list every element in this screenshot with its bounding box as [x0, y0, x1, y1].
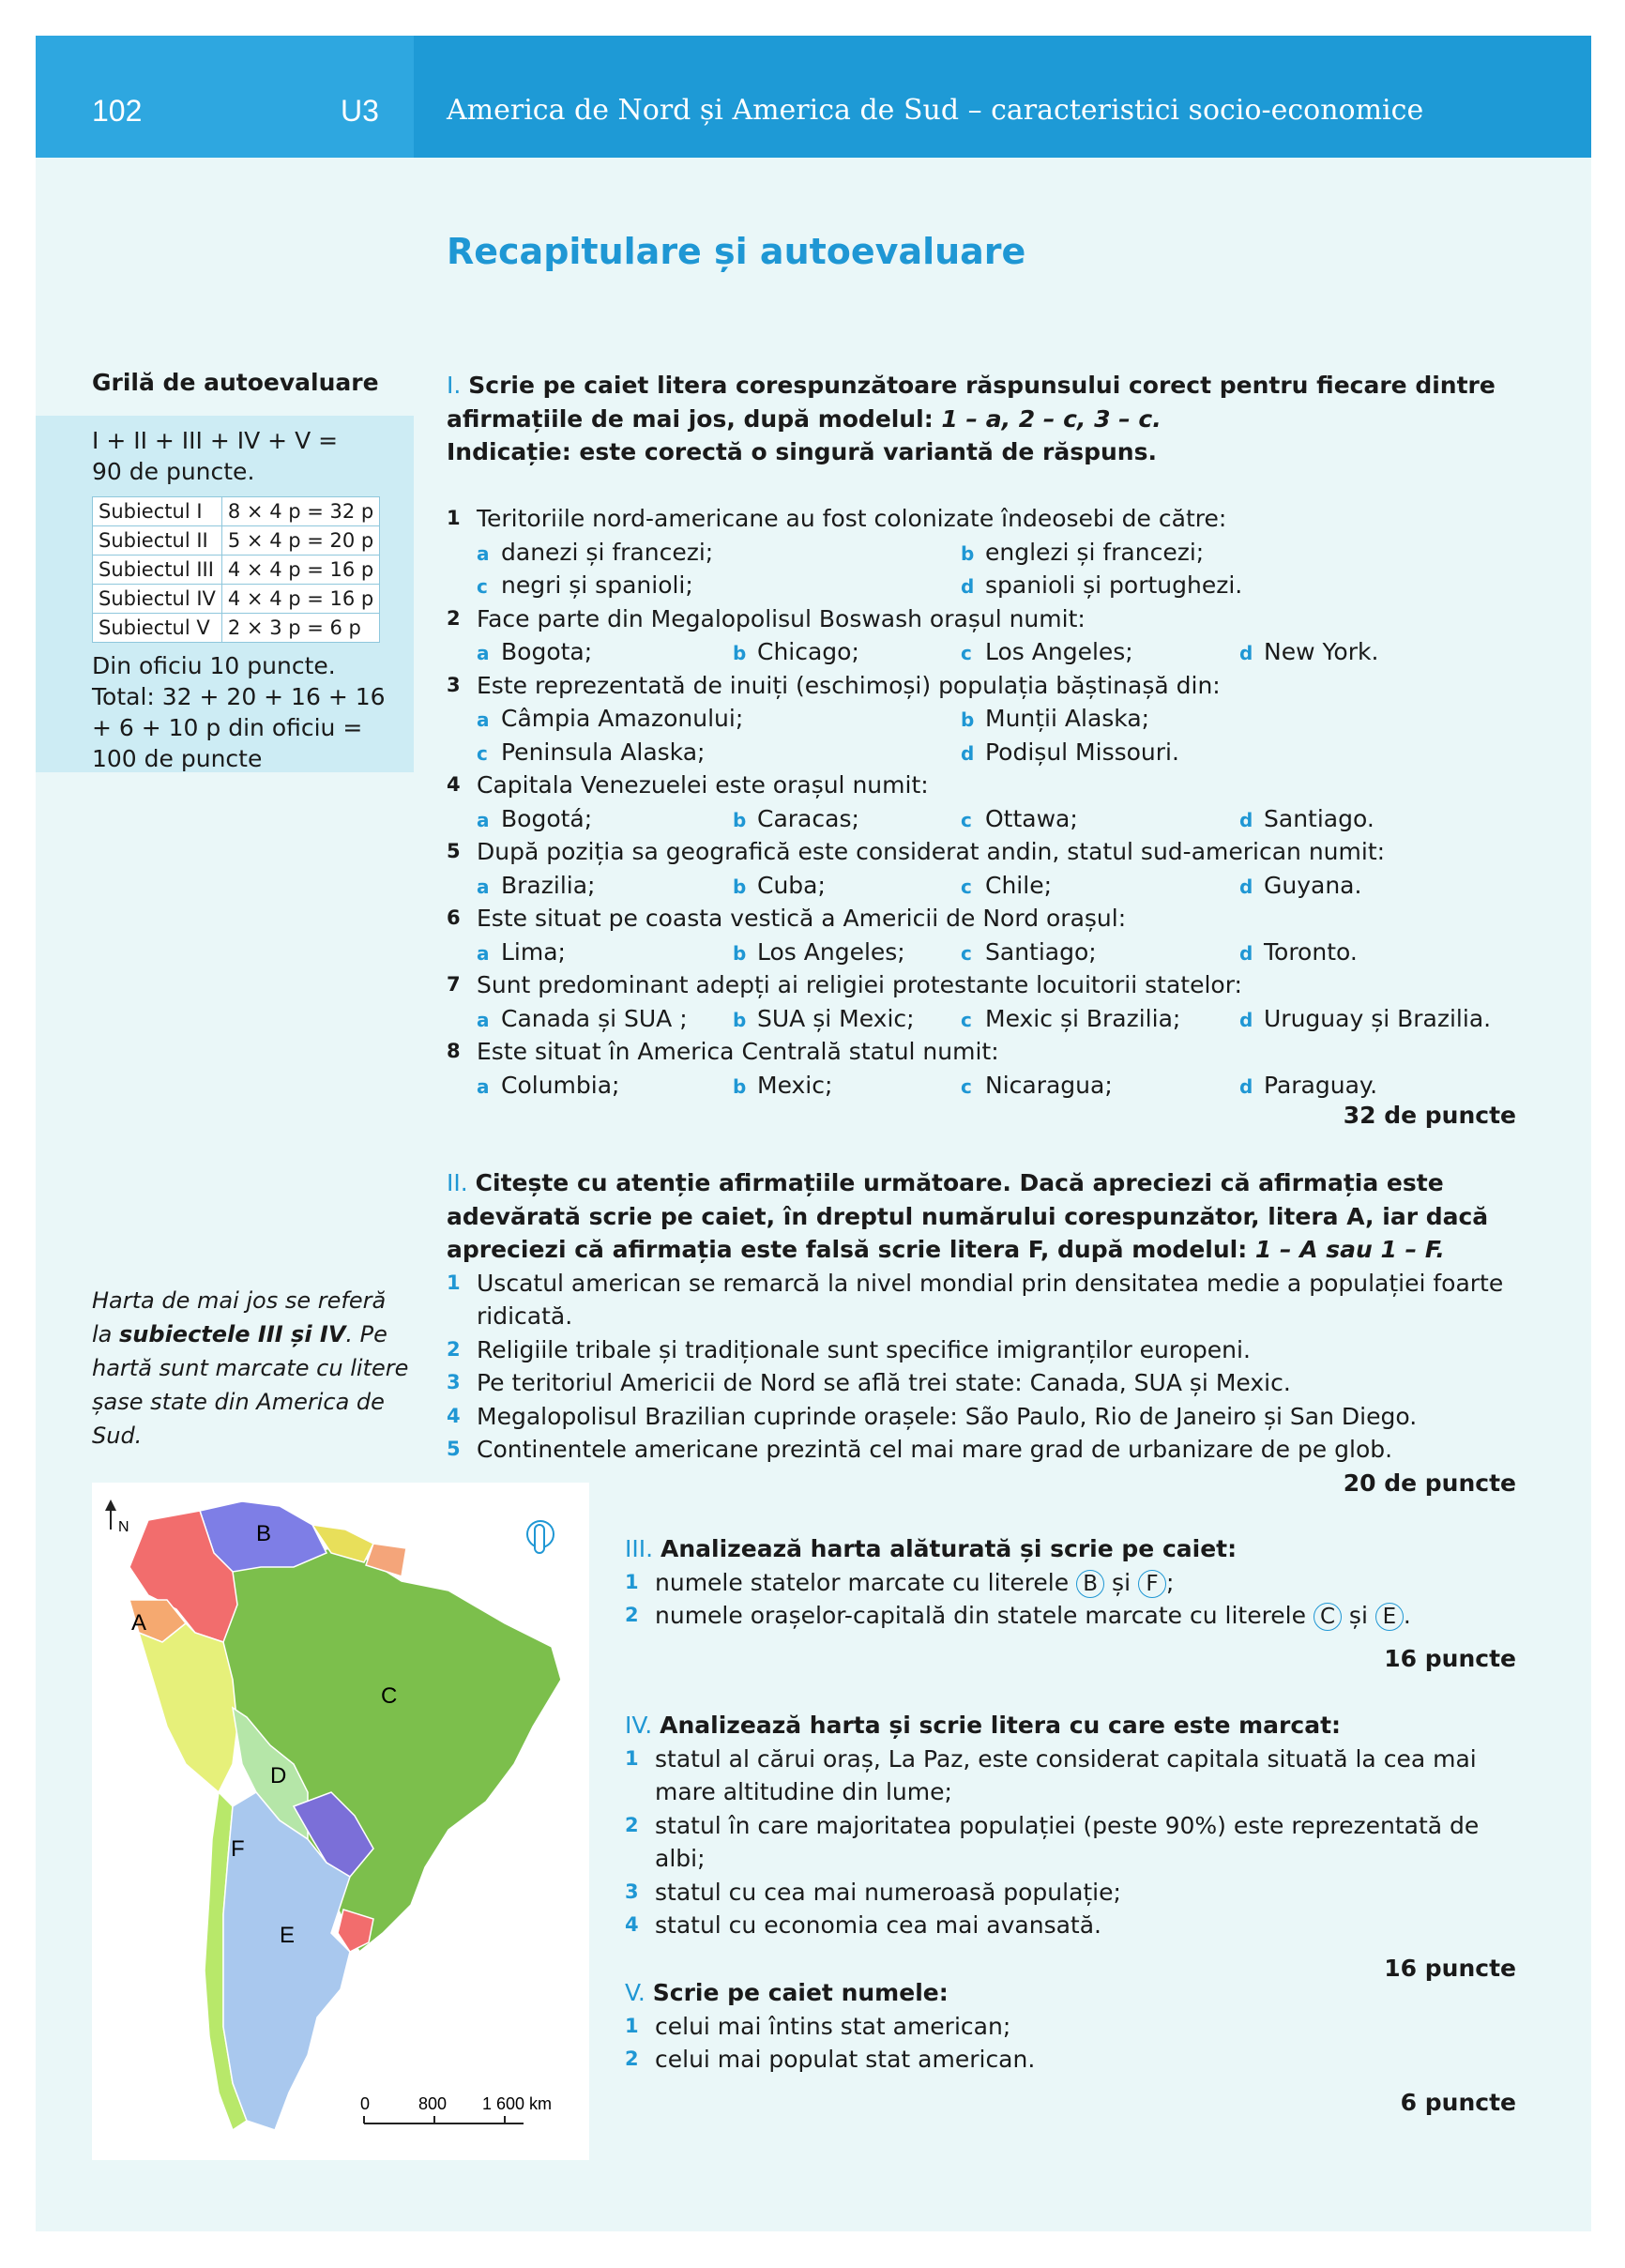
item-number: 1 — [625, 2014, 639, 2037]
answer-option — [477, 536, 713, 571]
answer-option — [733, 936, 905, 971]
option-letter: d — [1239, 1008, 1253, 1031]
option-letter: c — [961, 875, 972, 898]
section-1-questions — [447, 502, 1516, 1102]
question-text: Este reprezentată de inuiți (eschimoși) populația băștinașă din: — [477, 671, 1221, 699]
option-letter: b — [733, 875, 747, 898]
list-item — [625, 1909, 1516, 1942]
list-item — [447, 1333, 1516, 1367]
grid-heading: Grilă de autoevaluare — [92, 369, 379, 396]
section-5-points: 6 puncte — [1400, 2088, 1516, 2116]
option-text: Bogota; — [501, 638, 593, 665]
page-number: 102 — [92, 94, 143, 128]
option-text: Câmpia Amazonului; — [501, 705, 744, 732]
answer-option — [477, 635, 592, 671]
section-3-points: 16 puncte — [1384, 1644, 1516, 1672]
item-text: statul cu economia cea mai avansată. — [655, 1911, 1102, 1939]
answer-option — [477, 802, 592, 838]
grading-grid — [36, 416, 414, 772]
answer-option — [1239, 802, 1374, 838]
section-4 — [625, 1709, 1516, 1985]
section-2 — [447, 1166, 1516, 1499]
question-number: 3 — [447, 673, 461, 696]
list-item — [447, 1267, 1516, 1333]
option-letter: a — [477, 541, 490, 565]
option-letter: d — [1239, 642, 1253, 664]
question-number: 1 — [447, 507, 461, 529]
answer-option — [1239, 635, 1378, 671]
answer-option — [961, 802, 1078, 838]
options-row — [447, 1069, 1516, 1103]
option-letter: b — [961, 541, 975, 565]
section-2-instructions — [447, 1166, 1516, 1267]
page-title: Recapitulare și autoevaluare — [447, 231, 1026, 272]
option-text: Caracas; — [757, 804, 859, 832]
option-letter: c — [961, 941, 972, 965]
option-text: englezi și francezi; — [985, 538, 1205, 566]
instruction-text: Analizează harta alăturată și scrie pe caiet: — [661, 1535, 1238, 1562]
option-letter: c — [961, 1008, 972, 1031]
table-cell: Subiectul III — [93, 556, 222, 585]
south-america-map — [92, 1483, 589, 2160]
option-text: Santiago; — [985, 937, 1097, 966]
list-item — [447, 1366, 1516, 1400]
item-number: 5 — [447, 1438, 461, 1460]
question-item — [447, 602, 1516, 636]
table-cell: 5 × 4 p = 20 p — [221, 526, 379, 556]
option-text: Chile; — [985, 871, 1052, 899]
table-cell: Subiectul II — [93, 526, 222, 556]
option-text: Columbia; — [501, 1071, 620, 1099]
item-number: 2 — [447, 1337, 461, 1361]
question-text: După poziția sa geografică este considerat andin, statul sud-american numit: — [477, 838, 1386, 865]
options-row — [447, 869, 1516, 903]
option-text: New York. — [1264, 638, 1379, 665]
option-letter: a — [477, 1008, 490, 1031]
section-5-items — [625, 2010, 1516, 2077]
option-letter: c — [477, 575, 488, 598]
question-item — [447, 669, 1516, 703]
map-label-e: E — [280, 1923, 296, 1948]
answer-option — [477, 736, 705, 771]
answer-option — [1239, 1002, 1491, 1038]
item-text: numele orașelor-capitală din statele marcate cu literele — [655, 1602, 1307, 1629]
item-number: 1 — [447, 1271, 461, 1294]
chapter-title: America de Nord și America de Sud – caracteristici socio-economice — [447, 94, 1424, 127]
list-item — [625, 1599, 1516, 1633]
instruction-text: Scrie pe caiet litera corespunzătoare răspunsului corect pentru fiecare dintre afirmațiile de mai jos, după modelul: — [447, 372, 1496, 433]
total-line: Total: 32 + 20 + 16 + 16 — [92, 683, 386, 710]
formula-line: I + II + III + IV + V = — [92, 427, 339, 454]
answer-option — [477, 936, 566, 971]
option-text: Mexic și Brazilia; — [985, 1004, 1181, 1032]
options-row — [447, 702, 1516, 736]
answer-option — [733, 869, 826, 905]
model-text: 1 – A sau 1 – F. — [1254, 1236, 1445, 1263]
section-number: IV. — [625, 1712, 653, 1739]
table-row — [93, 585, 380, 614]
page-header — [36, 36, 1591, 158]
answer-option — [961, 936, 1097, 971]
item-text: statul în care majoritatea populației (peste 90%) este reprezentată de albi; — [655, 1811, 1480, 1872]
question-text: Teritoriile nord-americane au fost colonizate îndeosebi de către: — [477, 505, 1227, 532]
item-text: Megalopolisul Brazilian cuprinde orașele: São Paulo, Rio de Janeiro și San Diego. — [477, 1402, 1418, 1430]
item-text: . — [1403, 1602, 1411, 1629]
answer-option — [477, 1002, 688, 1038]
item-number: 3 — [447, 1371, 461, 1393]
instruction-text: Citește cu atenție afirmațiile următoare. Dacă apreciezi că afirmația este adevărată scrie pe caiet, în dreptul numărului corespunzător, litera A, iar dacă apreciezi că afirmația este falsă scrie litera F, după modelul: — [447, 1169, 1489, 1263]
option-letter: b — [733, 1008, 747, 1031]
options-row — [447, 536, 1516, 570]
circled-letter: C — [1314, 1603, 1342, 1631]
answer-option — [961, 869, 1052, 905]
option-text: Chicago; — [757, 638, 859, 665]
item-text: numele statelor marcate cu literele — [655, 1568, 1070, 1596]
option-letter: d — [1239, 808, 1253, 831]
answer-option — [1239, 936, 1358, 971]
question-text: Face parte din Megalopolisul Boswash orașul numit: — [477, 604, 1086, 632]
list-item — [625, 1566, 1516, 1600]
answer-option — [961, 1002, 1180, 1038]
item-number: 4 — [447, 1404, 461, 1427]
option-letter: a — [477, 642, 490, 664]
formula-line: 90 de puncte. — [92, 458, 255, 485]
option-letter: c — [961, 808, 972, 831]
option-letter: b — [961, 708, 975, 731]
model-text: 1 – a, 2 – c, 3 – c. — [941, 404, 1162, 433]
answer-option — [961, 635, 1133, 671]
option-text: spanioli și portughezi. — [985, 571, 1243, 599]
item-number: 2 — [625, 1604, 639, 1626]
section-2-points: 20 de puncte — [1343, 1469, 1516, 1497]
question-number: 5 — [447, 840, 461, 862]
option-text: Ottawa; — [985, 804, 1078, 832]
total-line: + 6 + 10 p din oficiu = — [92, 714, 363, 741]
options-row — [447, 1002, 1516, 1036]
list-item — [447, 1400, 1516, 1434]
table-row — [93, 614, 380, 643]
map-label-f: F — [231, 1836, 245, 1862]
section-1-instructions — [447, 369, 1516, 435]
option-text: SUA și Mexic; — [757, 1004, 915, 1032]
instruction-text: Scrie pe caiet numele: — [652, 1979, 949, 2006]
table-cell: 2 × 3 p = 6 p — [221, 614, 379, 643]
option-letter: c — [961, 1074, 972, 1098]
list-item — [625, 1876, 1516, 1910]
scale-label: 1 600 km — [482, 2094, 553, 2113]
question-number: 2 — [447, 606, 461, 630]
option-letter: d — [961, 575, 975, 598]
table-row — [93, 556, 380, 585]
option-letter: b — [733, 941, 747, 965]
option-text: Lima; — [501, 937, 566, 966]
option-text: Canada și SUA ; — [501, 1004, 688, 1032]
table-cell: 4 × 4 p = 16 p — [221, 585, 379, 614]
section-number: V. — [625, 1979, 645, 2006]
option-text: Podișul Missouri. — [985, 738, 1179, 766]
item-text: Continentele americane prezintă cel mai mare grad de urbanizare de pe glob. — [477, 1436, 1393, 1463]
answer-option — [733, 802, 859, 838]
option-letter: d — [1239, 941, 1253, 965]
section-5-instructions — [625, 1976, 1516, 2010]
list-item — [625, 1809, 1516, 1876]
question-number: 4 — [447, 773, 461, 796]
options-row — [447, 635, 1516, 669]
list-item — [625, 2043, 1516, 2077]
map-caption — [92, 1284, 411, 1453]
question-item — [447, 1035, 1516, 1069]
section-4-points: 16 puncte — [1384, 1954, 1516, 1982]
section-4-items — [625, 1743, 1516, 1942]
question-item — [447, 902, 1516, 936]
caption-text: Harta de mai jos se referă la — [92, 1287, 387, 1347]
table-cell: 8 × 4 p = 32 p — [221, 497, 379, 526]
option-text: Los Angeles; — [985, 638, 1133, 665]
option-text: Guyana. — [1264, 871, 1362, 899]
item-number: 4 — [625, 1913, 639, 1936]
circled-letter: E — [1375, 1603, 1404, 1631]
option-text: Santiago. — [1264, 804, 1374, 832]
question-number: 6 — [447, 906, 461, 929]
north-label: N — [118, 1519, 129, 1535]
option-text: Cuba; — [757, 871, 826, 899]
option-letter: b — [733, 642, 747, 664]
question-text: Este situat pe coasta vestică a Americii de Nord orașul: — [477, 905, 1127, 932]
scale-label: 0 — [360, 2094, 371, 2113]
answer-option — [961, 536, 1204, 571]
answer-option — [477, 569, 693, 604]
map-svg — [92, 1483, 589, 2160]
question-number: 7 — [447, 973, 461, 996]
list-item — [447, 1433, 1516, 1467]
section-number: I. — [447, 372, 462, 399]
option-letter: c — [961, 642, 972, 664]
option-text: Brazilia; — [501, 871, 596, 899]
list-item — [625, 1743, 1516, 1809]
item-text: ; — [1165, 1568, 1175, 1596]
item-text: celui mai populat stat american. — [655, 2046, 1036, 2073]
option-text: Bogotá; — [501, 804, 593, 832]
table-cell: 4 × 4 p = 16 p — [221, 556, 379, 585]
caption-text: . Pe hartă sunt marcate cu litere șase state din America de Sud. — [92, 1321, 409, 1449]
section-2-items — [447, 1267, 1516, 1467]
table-row — [93, 526, 380, 556]
item-number: 1 — [625, 1570, 639, 1593]
hint-text: Indicație: este corectă o singură variantă de răspuns. — [447, 438, 1157, 465]
section-number: III. — [625, 1535, 654, 1562]
option-letter: d — [1239, 875, 1253, 898]
answer-option — [477, 702, 743, 738]
item-text: Pe teritoriul Americii de Nord se află trei state: Canada, SUA și Mexic. — [477, 1369, 1291, 1396]
option-letter: b — [733, 1074, 747, 1098]
list-item — [625, 2010, 1516, 2044]
item-text: statul cu cea mai numeroasă populație; — [655, 1878, 1121, 1906]
item-text: Religiile tribale și tradiționale sunt specifice imigranților europeni. — [477, 1335, 1251, 1363]
item-text: și — [1348, 1602, 1368, 1629]
item-number: 1 — [625, 1746, 639, 1770]
option-letter: a — [477, 875, 490, 898]
item-number: 2 — [625, 2047, 639, 2070]
oficiu-text: Din oficiu 10 puncte. — [92, 652, 336, 679]
option-text: Toronto. — [1264, 937, 1358, 966]
item-text: celui mai întins stat american; — [655, 2012, 1011, 2040]
section-3-instructions — [625, 1532, 1516, 1566]
option-text: Mexic; — [757, 1071, 833, 1099]
option-text: Paraguay. — [1264, 1071, 1378, 1099]
section-1 — [447, 369, 1516, 469]
scale-label: 800 — [418, 2094, 448, 2113]
question-item — [447, 769, 1516, 802]
section-3 — [625, 1532, 1516, 1675]
option-letter: a — [477, 941, 490, 965]
table-cell: Subiectul I — [93, 497, 222, 526]
option-text: Uruguay și Brazilia. — [1264, 1004, 1492, 1032]
answer-option — [733, 635, 859, 671]
unit-label: U3 — [341, 94, 379, 128]
answer-option — [961, 736, 1179, 771]
table-cell: Subiectul V — [93, 614, 222, 643]
option-text: Munții Alaska; — [985, 705, 1150, 732]
option-text: Los Angeles; — [757, 937, 905, 966]
section-1-points: 32 de puncte — [1343, 1102, 1516, 1129]
item-text: și — [1112, 1568, 1131, 1596]
question-text: Sunt predominant adepți ai religiei protestante locuitorii statelor: — [477, 971, 1242, 998]
item-number: 3 — [625, 1880, 639, 1903]
answer-option — [477, 869, 595, 905]
question-item — [447, 502, 1516, 536]
option-letter: a — [477, 808, 490, 831]
table-row — [93, 497, 380, 526]
section-4-instructions — [625, 1709, 1516, 1743]
options-row — [447, 936, 1516, 969]
map-label-d: D — [270, 1763, 287, 1789]
question-item — [447, 968, 1516, 1002]
option-letter: c — [477, 741, 488, 765]
option-letter: b — [733, 808, 747, 831]
options-row — [447, 569, 1516, 602]
option-text: negri și spanioli; — [501, 571, 693, 599]
points-table — [92, 496, 380, 643]
circled-letter: F — [1138, 1570, 1166, 1598]
answer-option — [1239, 869, 1361, 905]
option-letter: a — [477, 1074, 490, 1098]
page — [36, 36, 1591, 2231]
option-text: Nicaragua; — [985, 1071, 1113, 1099]
section-number: II. — [447, 1169, 468, 1196]
map-label-b: B — [256, 1521, 272, 1546]
section-5 — [625, 1976, 1516, 2119]
option-text: danezi și francezi; — [501, 538, 714, 566]
option-text: Peninsula Alaska; — [501, 738, 706, 766]
item-number: 2 — [625, 1813, 639, 1836]
question-text: Capitala Venezuelei este orașul numit: — [477, 771, 929, 799]
map-label-c: C — [381, 1683, 398, 1709]
option-letter: d — [1239, 1074, 1253, 1098]
item-text: Uscatul american se remarcă la nivel mondial prin densitatea medie a populației foarte ridicată. — [477, 1269, 1504, 1330]
question-item — [447, 835, 1516, 869]
answer-option — [961, 569, 1242, 604]
answer-option — [961, 702, 1149, 738]
options-row — [447, 802, 1516, 836]
question-text: Este situat în America Centrală statul numit: — [477, 1038, 999, 1065]
question-number: 8 — [447, 1040, 461, 1062]
answer-option — [733, 1002, 915, 1038]
caption-bold: subiectele III și IV — [119, 1321, 346, 1347]
circled-letter: B — [1076, 1570, 1104, 1598]
options-row — [447, 736, 1516, 769]
option-letter: a — [477, 708, 490, 731]
instruction-text: Analizează harta și scrie litera cu care este marcat: — [660, 1712, 1342, 1739]
total-line: 100 de puncte — [92, 745, 263, 772]
item-text: statul al cărui oraș, La Paz, este considerat capitala situată la cea mai mare altitudine din lume; — [655, 1744, 1477, 1805]
map-label-a: A — [131, 1610, 147, 1636]
option-letter: d — [961, 741, 975, 765]
table-cell: Subiectul IV — [93, 585, 222, 614]
